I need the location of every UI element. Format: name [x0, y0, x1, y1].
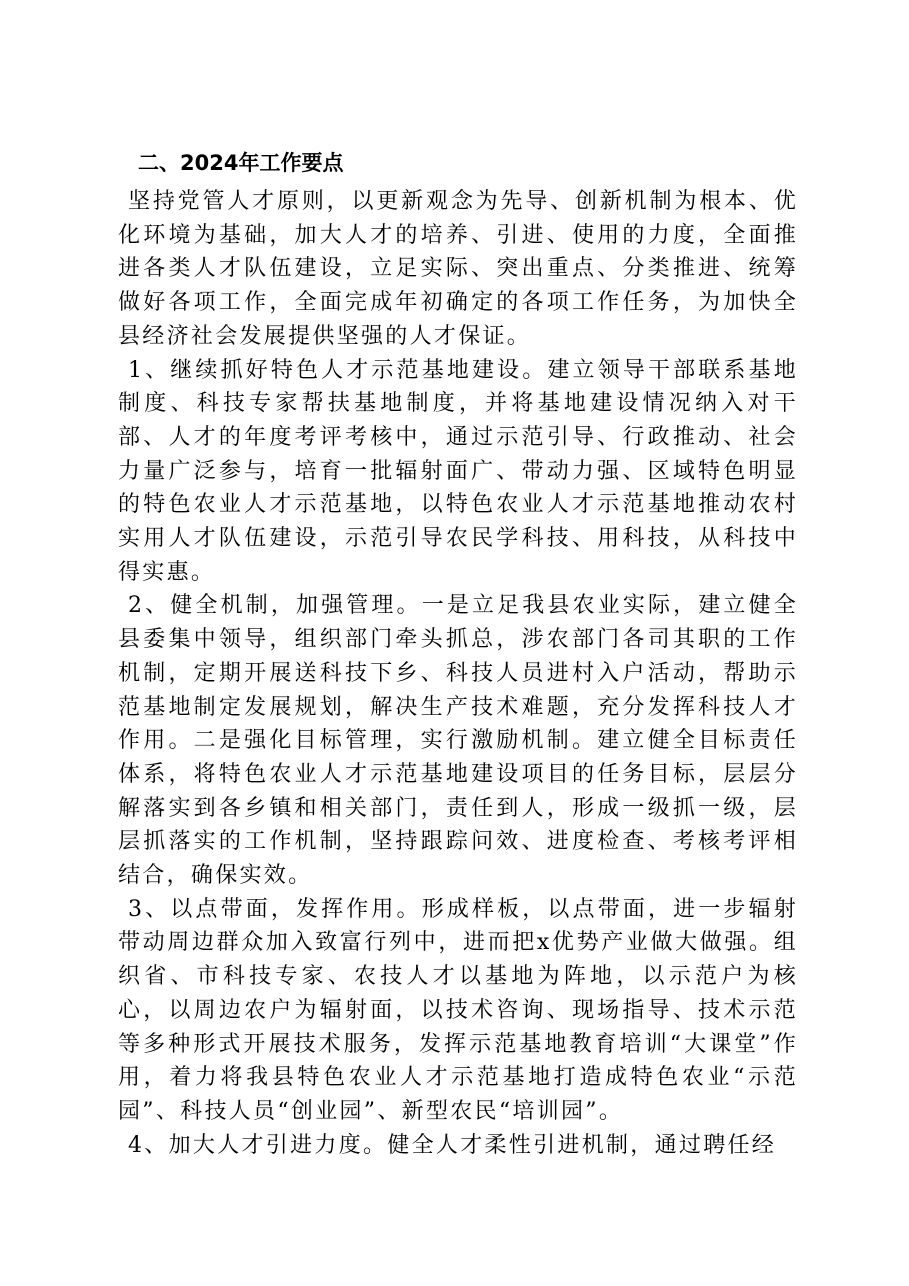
paragraph-item-4: 4、加大人才引进力度。健全人才柔性引进机制，通过聘任经	[128, 1132, 777, 1158]
paragraph-item-1: 1、继续抓好特色人才示范基地建设。建立领导干部联系基地制度、科技专家帮扶基地制度，并将基地建设情况纳入对干部、人才的年度考评考核中，通过示范引导、行政推动、社会力量广泛参与，培育一批辐射面广、带动力强、区域特色明显的特色农业人才示范基地，以特色农业人才示范基地推动农村实用人才队伍建设，示范引导农民学科技、用科技，从科技中得实惠。	[118, 357, 798, 585]
document-body	[118, 185, 798, 1162]
section-heading: 二、2024年工作要点	[138, 151, 344, 175]
paragraph-intro: 坚持党管人才原则，以更新观念为先导、创新机制为根本、优化环境为基础，加大人才的培养、引进、使用的力度，全面推进各类人才队伍建设，立足实际、突出重点、分类推进、统筹做好各项工作，全面完成年初确定的各项工作任务，为加快全县经济社会发展提供坚强的人才保证。	[118, 189, 798, 349]
paragraph-item-3: 3、以点带面，发挥作用。形成样板，以点带面，进一步辐射带动周边群众加入致富行列中，进而把x优势产业做大做强。组织省、市科技专家、农技人才以基地为阵地，以示范户为核心，以周边农户为辐射面，以技术咨询、现场指导、技术示范等多种形式开展技术服务，发挥示范基地教育培训“大课堂”作用，着力将我县特色农业人才示范基地打造成特色农业“示范园”、科技人员“创业园”、新型农民“培训园”。	[118, 896, 798, 1124]
paragraph-item-2: 2、健全机制，加强管理。一是立足我县农业实际，建立健全县委集中领导，组织部门牵头抓总，涉农部门各司其职的工作机制，定期开展送科技下乡、科技人员进村入户活动，帮助示范基地制定发展规划，解决生产技术难题，充分发挥科技人才作用。二是强化目标管理，实行激励机制。建立健全目标责任体系，将特色农业人才示范基地建设项目的任务目标，层层分解落实到各乡镇和相关部门，责任到人，形成一级抓一级，层层抓落实的工作机制，坚持跟踪问效、进度检查、考核考评相结合，确保实效。	[118, 593, 798, 889]
